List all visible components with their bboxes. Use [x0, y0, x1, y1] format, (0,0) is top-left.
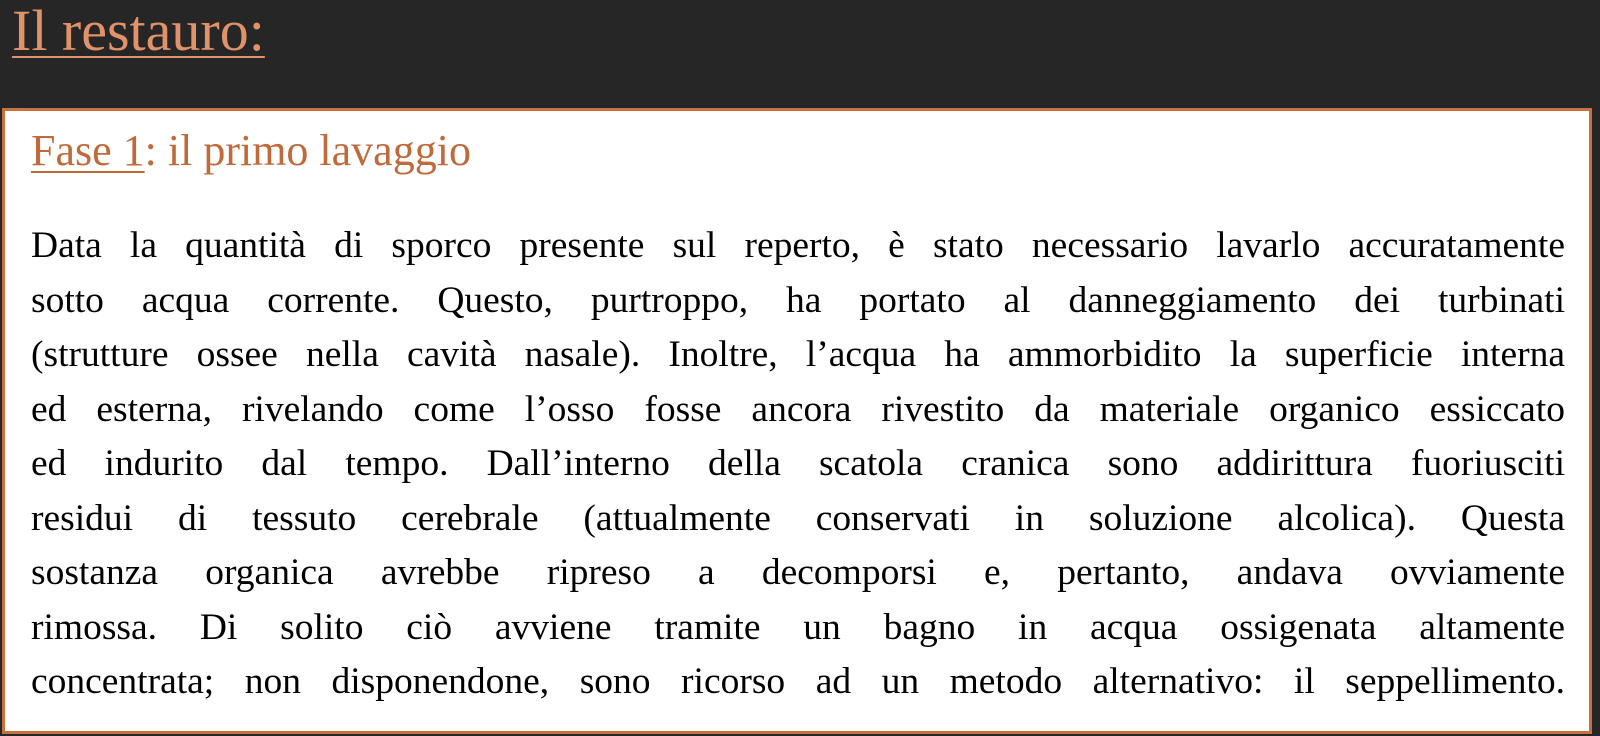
paragraph-line: sotto acqua corrente. Questo, purtroppo, ha portato al danneggiamento dei turbinati	[31, 279, 1565, 321]
body-paragraph	[31, 219, 1565, 710]
paragraph-line: rimossa. Di solito ciò avviene tramite un bagno in acqua ossigenata altamente	[31, 606, 1565, 648]
paragraph-line: ed indurito dal tempo. Dall’interno della scatola cranica sono addirittura fuoriusciti	[31, 443, 1565, 484]
paragraph-line: concentrata; non disponendone, sono ricorso ad un metodo alternativo: il seppellimento.	[31, 661, 1565, 702]
paragraph-line: residui di tessuto cerebrale (attualmente conservati in soluzione alcolica). Questa	[31, 497, 1565, 539]
paragraph-line: (strutture ossee nella cavità nasale). Inoltre, l’acqua ha ammorbidito la superficie interna	[31, 334, 1565, 375]
paragraph-line: ed esterna, rivelando come l’osso fosse ancora rivestito da materiale organico essiccato	[31, 388, 1565, 430]
paragraph-line: sostanza organica avrebbe ripreso a decomporsi e, pertanto, andava ovviamente	[31, 552, 1565, 593]
paragraph-line: Data la quantità di sporco presente sul reperto, è stato necessario lavarlo accuratamente	[31, 225, 1565, 266]
content-box	[2, 108, 1592, 734]
section-heading	[31, 125, 1565, 187]
section-heading-phase: Fase 1	[31, 126, 145, 175]
section-heading-title: : il primo lavaggio	[144, 126, 471, 175]
slide-title: Il restauro:	[12, 0, 265, 63]
